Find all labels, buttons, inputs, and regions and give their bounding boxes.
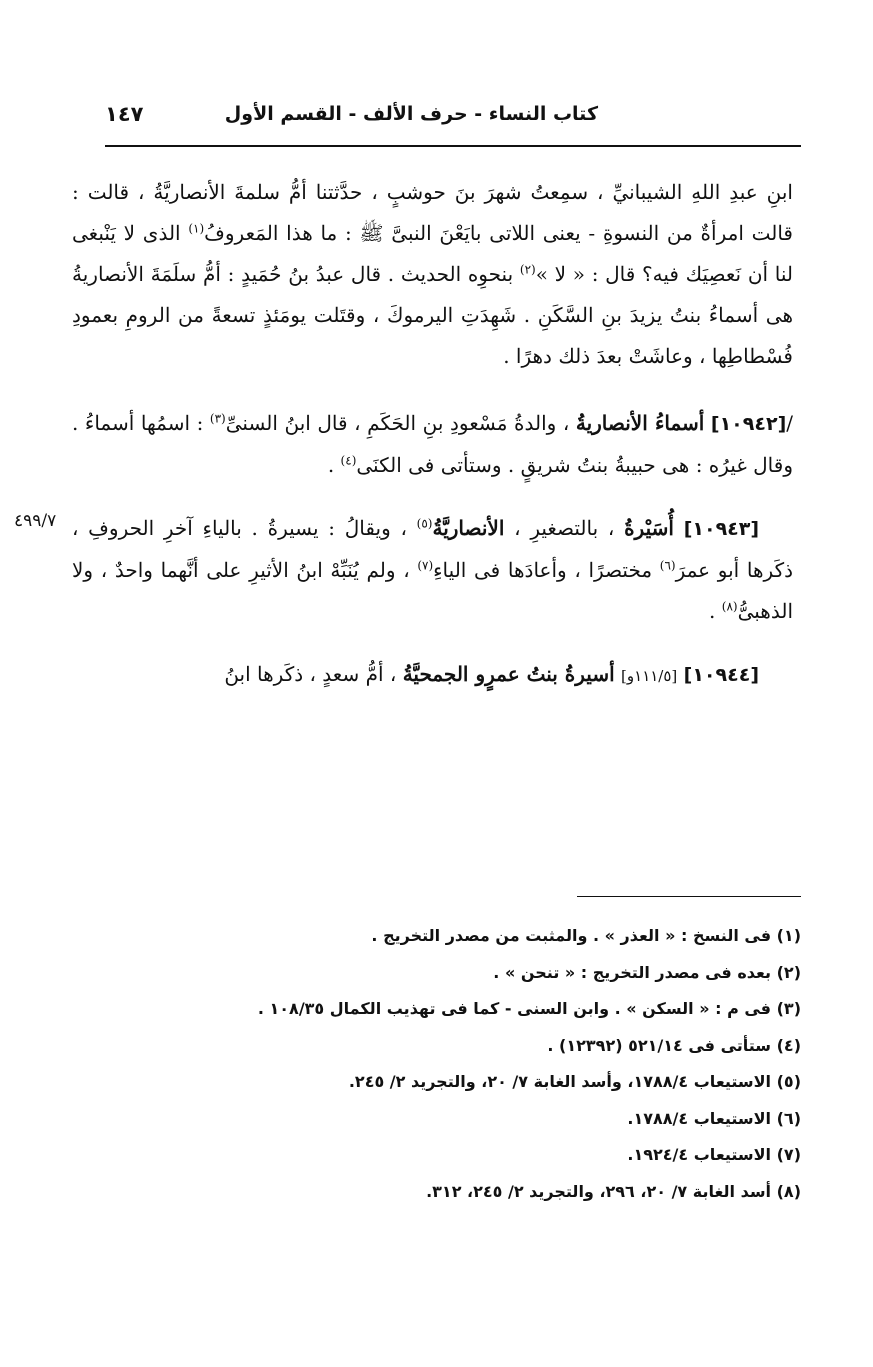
entry-name: أسيرةُ بنتُ عمرٍو الجمحيَّةُ [402, 662, 615, 686]
footnote-6: (٦) الاستيعاب ١٧٨٨/٤. [627, 1108, 801, 1128]
text-segment: ، بالتصغيرِ ، [514, 516, 615, 540]
footnote-ref[interactable]: (٣) [209, 411, 226, 426]
footnote-8: (٨) أسد الغابة ٧/ ٢٠، ٢٩٦، والتجريد ٢/ ٢٤٥، ٣١٢. [426, 1181, 801, 1201]
footnote-7: (٧) الاستيعاب ١٩٢٤/٤. [627, 1145, 801, 1164]
margin-note: ٤٩٩/٧ [14, 511, 57, 531]
footnote-2: (٢) بعده فى مصدر التخريج : « تنحن » . [493, 962, 801, 982]
footnote-4: (٤) ستأتى فى ٥٢١/١٤ (١٢٣٩٢) . [547, 1035, 801, 1055]
footnote-ref[interactable]: (٧) [417, 558, 434, 573]
footnotes [72, 918, 801, 1210]
footnote-1: (١) فى النسخ : « العذر » . والمثبت من مصدر التخريج . [371, 926, 801, 945]
text-segment: بنحوِه الحديث . قال عبدُ بنُ حُمَيدٍ : أمُّ سلَمَةَ الأنصاريةُ هى أسماءُ بنتُ يزيدَ بنِ السَّكَنِ . شَهِدَتِ اليرموكَ ، وقتَلت يومَئذٍ تسعةً من الرومِ بعمودِ فُسْطاطِها ، وعاشَتْ بعدَ ذلك دهرًا . [72, 262, 793, 368]
paragraph-continuation [72, 172, 793, 377]
entry-number: [١٠٩٤٤] [683, 664, 759, 686]
running-header [105, 92, 768, 136]
entry-number: [١٠٩٤٢] [710, 413, 787, 435]
text-segment: ابنِ عبدِ اللهِ الشيبانيِّ ، سمِعتُ شهرَ بنَ حوشبٍ ، حدَّثتنا أمُّ سلمةَ الأنصاريَّةُ ، قالت : قالت امرأةٌ من النسوةِ - يعنى اللاتى بايَعْنَ النبىَّ ﷺ : ما هذا المَعروفُ [72, 180, 793, 245]
footnote-3: (٣) فى م : « السكن » . وابن السنى - كما فى تهذيب الكمال ١٠٨/٣٥ . [257, 999, 801, 1018]
entry-10942 [72, 403, 793, 486]
text-segment: ، والدةُ مَسْعودِ بنِ الحَكَمِ ، قال ابنُ السنىِّ [225, 411, 570, 435]
entry-10944 [72, 654, 793, 697]
entry-name: أسماءُ الأنصاريةُ [575, 411, 705, 435]
text-segment: . [709, 599, 716, 623]
footnote-ref[interactable]: (٥) [416, 516, 433, 531]
text-segment: الذى لا يَنْبغى لنا أن نَعصِيَك فيه؟ قال : « لا » [72, 221, 793, 286]
header-title: كتاب النساء - حرف الألف - القسم الأول [224, 103, 598, 125]
entry-name-secondary: الأنصاريَّةُ [432, 516, 505, 540]
footnote-ref[interactable]: (٦) [659, 558, 676, 573]
text-segment: ، أمُّ سعدٍ ، ذكَرها ابنُ [224, 662, 397, 686]
header-rule [105, 145, 801, 147]
page-number: ١٤٧ [105, 102, 144, 126]
entry-name: أُسَيْرةُ [624, 516, 674, 540]
text-segment: : اسمُها أسماءُ . وقال غيرُه : هى حبيبةُ بنتُ شريقٍ . وستأتى فى الكنَى [72, 411, 793, 477]
entry-number: [١٠٩٤٣] [683, 518, 760, 540]
entry-slash: / [786, 411, 793, 435]
text-segment: ، ولم يُنَبِّهْ ابنُ الأثيرِ على أنَّهما واحدٌ ، ولا الذهبىُّ [72, 558, 793, 623]
footnote-ref[interactable]: (٨) [721, 599, 738, 614]
main-text [72, 172, 793, 697]
text-segment: مختصرًا ، وأعادَها فى الياءِ [433, 558, 653, 582]
footnote-ref[interactable]: (٤) [340, 453, 357, 468]
footnote-ref[interactable]: (١) [188, 221, 205, 236]
footnote-ref[interactable]: (٢) [519, 262, 536, 277]
footnote-5: (٥) الاستيعاب ١٧٨٨/٤، وأسد الغابة ٧/ ٢٠، والتجريد ٢/ ٢٤٥. [348, 1072, 801, 1091]
text-segment: ، ويقالُ : يسيرةُ . بالياءِ آخرِ الحروفِ ، ذكَرها أبو عمرَ [72, 516, 794, 582]
entry-10943 [72, 508, 793, 632]
manuscript-ref: [١١١/٥و] [621, 667, 678, 685]
footnote-rule [577, 896, 801, 897]
text-segment: . [327, 453, 335, 477]
